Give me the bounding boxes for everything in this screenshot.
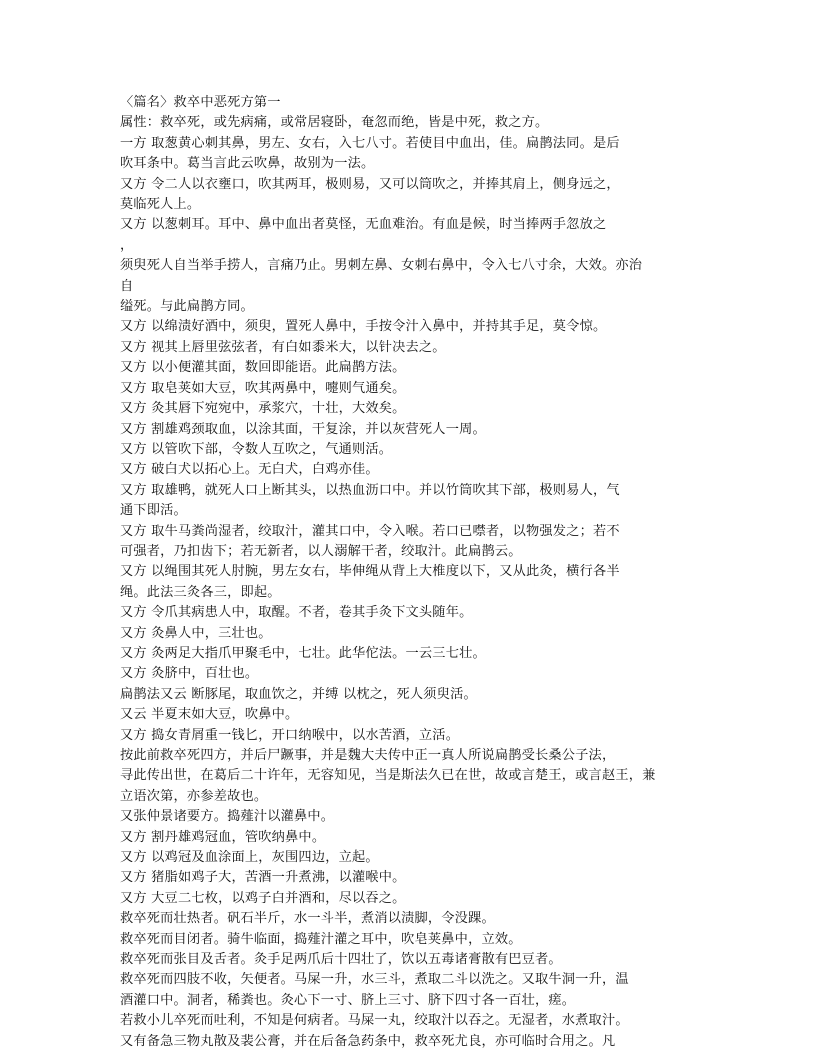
text-line: 救卒死而张目及舌者。灸手足两爪后十四壮了，饮以五毒诸膏散有巴豆者。 — [120, 952, 562, 968]
text-line: 又方 破白犬以拓心上。无白犬，白鸡亦佳。 — [120, 462, 379, 478]
text-line: 又方 取雄鸭，就死人口上断其头，以热血沥口中。并以竹筒吹其下部，极则易人，气 — [120, 482, 620, 498]
text-line: 又方 以绵渍好酒中，须臾，置死人鼻中，手按令汁入鼻中，并持其手足，莫令惊。 — [120, 319, 607, 335]
text-line: 又方 以小便灌其面，数回即能语。此扁鹊方法。 — [120, 360, 406, 376]
text-line: 又方 以绳围其死人肘腕，男左女右，毕伸绳从背上大椎度以下，又从此灸，横行各半 — [120, 564, 620, 580]
text-line: 须臾死人自当举手捞人，言痛乃止。男刺左鼻、女刺右鼻中，令入七八寸余，大效。亦治 — [120, 258, 643, 274]
text-line: 又方 割丹雄鸡冠血，管吹纳鼻中。 — [120, 829, 326, 845]
text-line: 绳。此法三灸各三，即起。 — [120, 584, 281, 600]
text-line: 又云 半夏末如大豆，吹鼻中。 — [120, 707, 299, 723]
text-line: 吹耳条中。葛当言此云吹鼻，故别为一法。 — [120, 156, 375, 172]
text-line: 属性：救卒死，或先病痛，或常居寝卧，奄忽而绝，皆是中死，救之方。 — [120, 115, 549, 131]
text-line: 通下即活。 — [120, 503, 187, 519]
title-line: 〈篇名〉救卒中恶死方第一 — [120, 95, 281, 110]
text-line: 又方 令二人以衣壅口，吹其两耳，极则易，又可以筒吹之，并捧其肩上，侧身远之， — [120, 176, 620, 192]
text-line: 又方 割雄鸡颈取血，以涂其面，干复涂，并以灰营死人一周。 — [120, 421, 486, 437]
text-line: 又张仲景诸要方。捣薤汁以灌鼻中。 — [120, 809, 335, 825]
text-line: 酒灌口中。洞者，稀粪也。灸心下一寸、脐上三寸、脐下四寸各一百壮，瘥。 — [120, 992, 576, 1008]
text-line: 又方 视其上唇里弦弦者，有白如黍米大，以针决去之。 — [120, 339, 446, 355]
text-line: 又方 灸脐中，百壮也。 — [120, 666, 259, 682]
text-line: 寻此传出世，在葛后二十许年，无容知见，当是斯法久已在世，故或言楚王，或言赵王，兼 — [120, 768, 656, 784]
text-line: 又方 大豆二七枚，以鸡子白并酒和，尽以吞之。 — [120, 890, 406, 906]
text-line: 按此前救卒死四方，并后尸蹶事，并是魏大夫传中正一真人所说扁鹊受长桑公子法， — [120, 748, 616, 763]
text-line: 又方 以管吹下部，令数人互吹之，气通则活。 — [120, 441, 393, 457]
document-body — [120, 93, 690, 1052]
text-line: 莫临死人上。 — [120, 197, 201, 213]
text-line: 又方 灸两足大指爪甲聚毛中，七壮。此华佗法。一云三七壮。 — [120, 645, 486, 661]
text-line: 又方 取牛马粪尚湿者，绞取汁，灌其口中，令入喉。若口已噤者，以物强发之；若不 — [120, 523, 620, 539]
text-line: 缢死。与此扁鹊方同。 — [120, 299, 254, 315]
text-line: 又方 令爪其病患人中，取醒。不者，卷其手灸下文头随年。 — [120, 605, 473, 621]
text-line: 救卒死而目闭者。骑牛临面，捣薤汁灌之耳中，吹皂荚鼻中，立效。 — [120, 931, 522, 947]
text-line: 立语次第，亦参差故也。 — [120, 788, 268, 804]
text-line: 救卒死而四肢不收，矢便者。马屎一升，水三斗，煮取二斗以洗之。又取牛洞一升，温 — [120, 972, 629, 988]
text-line: 又方 以葱刺耳。耳中、鼻中血出者莫怪，无血难治。有血是候，时当捧两手忽放之 — [120, 217, 607, 233]
text-line: 又有备急三物丸散及裴公膏，并在后备急药条中，救卒死尤良，亦可临时合用之。凡 — [120, 1033, 616, 1049]
text-line: 扁鹊法又云 断豚尾，取血饮之，并缚 以枕之，死人须臾活。 — [120, 686, 477, 702]
text-line: 若救小儿卒死而吐利，不知是何病者。马屎一丸，绞取汁以吞之。无湿者，水煮取汁。 — [120, 1013, 629, 1029]
text-line: 又方 灸其唇下宛宛中，承浆穴，十壮，大效矣。 — [120, 401, 406, 417]
text-line: ， — [120, 237, 134, 253]
text-line: 又方 灸鼻人中，三壮也。 — [120, 625, 272, 641]
text-line: 又方 捣女青屑重一钱匕，开口纳喉中，以水苦酒，立活。 — [120, 727, 460, 743]
text-line: 又方 取皂荚如大豆，吹其两鼻中，嚏则气通矣。 — [120, 380, 406, 396]
text-line: 救卒死而壮热者。矾石半斤，水一斗半，煮消以渍脚，令没踝。 — [120, 911, 495, 927]
text-line: 自 — [120, 278, 134, 294]
text-line: 可强者，乃扣齿下；若无新者，以人溺解干者，绞取汁。此扁鹊云。 — [120, 543, 522, 559]
text-line: 又方 猪脂如鸡子大，苦酒一升煮沸，以灌喉中。 — [120, 870, 406, 886]
text-line: 又方 以鸡冠及血涂面上，灰围四边，立起。 — [120, 850, 379, 866]
text-line: 一方 取葱黄心刺其鼻，男左、女右，入七八寸。若使目中血出，佳。扁鹊法同。是后 — [120, 135, 620, 151]
